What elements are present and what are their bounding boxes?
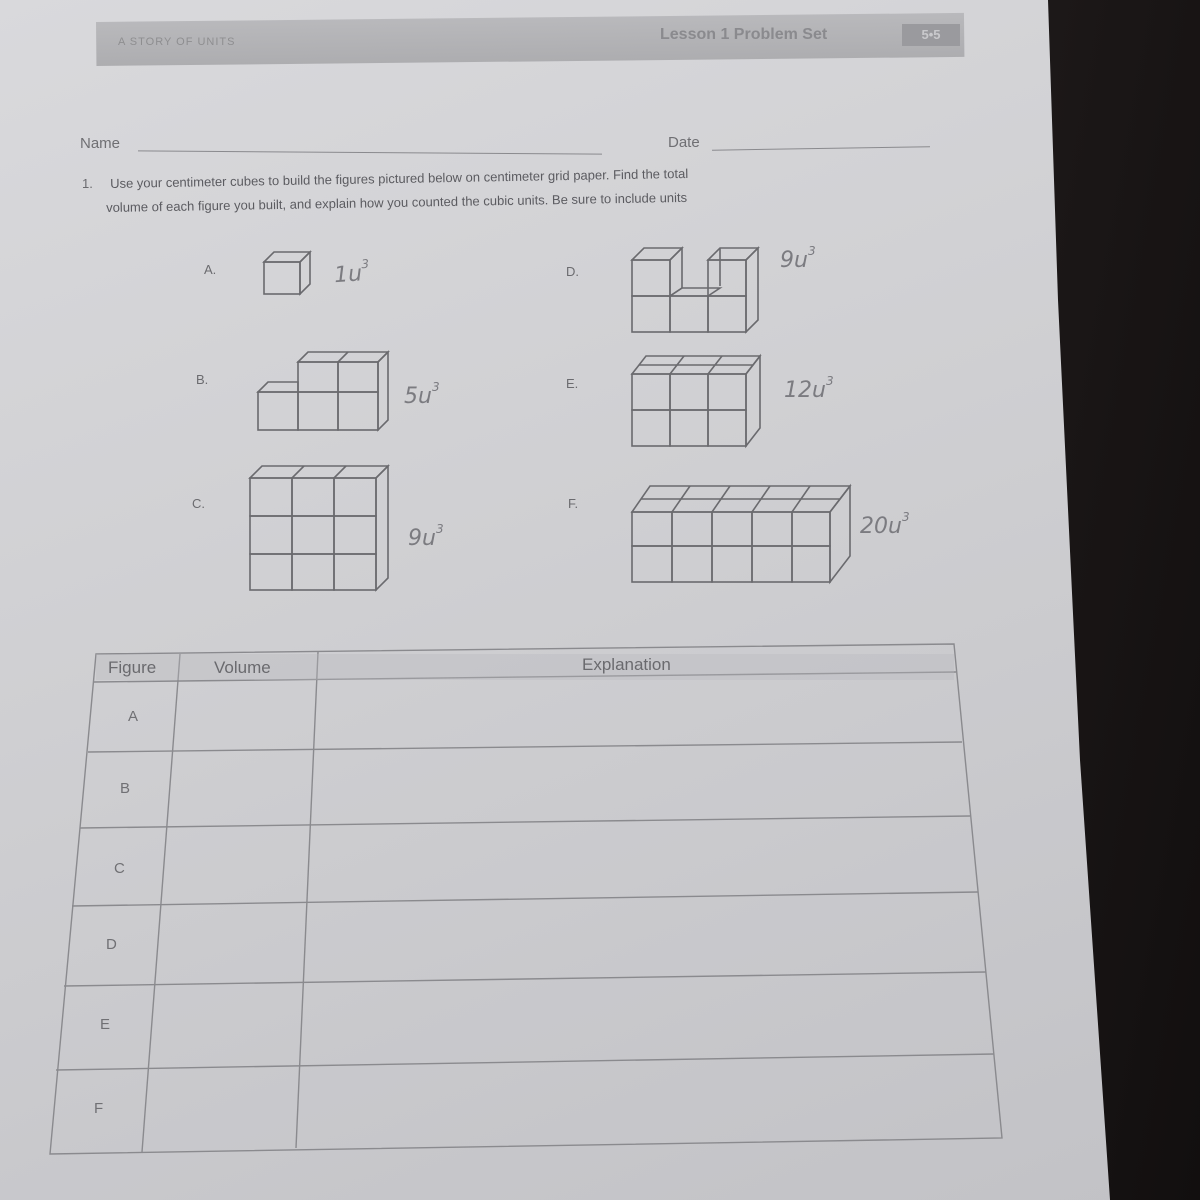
figure-e-answer: $12u^3$ [784, 374, 834, 403]
figure-c-letter: C. [192, 496, 205, 511]
question-number: 1. [82, 176, 93, 191]
table-row-e-figure: E [100, 1016, 111, 1033]
row-line-ab [88, 742, 962, 752]
figure-f-answer: $20u^3$ [860, 510, 910, 539]
table-row-c-figure: C [114, 860, 125, 877]
figure-a-answer: $1u^3$ [333, 256, 370, 289]
module-badge: 5•5 [902, 24, 960, 46]
figure-f-letter: F. [568, 496, 579, 511]
figure-e-letter: E. [566, 376, 579, 391]
table-header-figure: Figure [108, 658, 157, 677]
table-header-explanation: Explanation [582, 655, 671, 674]
col-line-1 [142, 654, 180, 1152]
table-row-a-figure: A [128, 708, 139, 725]
date-label: Date [668, 134, 700, 151]
table-row-f-figure: F [94, 1100, 104, 1117]
row-line-cd [72, 892, 978, 906]
figure-d-answer: $9u^3$ [780, 244, 816, 273]
row-line-ef [56, 1054, 994, 1070]
figure-d-letter: D. [566, 264, 579, 279]
lesson-title: Lesson 1 Problem Set [660, 26, 828, 43]
question-text-line2: volume of each figure you built, and explain how you counted the cubic units. Be sure to include units [106, 189, 688, 215]
table-row-b-figure: B [120, 780, 131, 797]
col-line-2 [296, 652, 318, 1148]
figure-a-letter: A. [204, 262, 217, 277]
row-line-de [64, 972, 986, 986]
question-text-line1: Use your centimeter cubes to build the figures pictured below on centimeter grid paper. Find the total [110, 165, 689, 191]
table-header-volume: Volume [214, 658, 271, 677]
row-line-bc [80, 816, 970, 828]
figure-b-answer: $5u^3$ [404, 380, 440, 409]
figure-c-answer: $9u^3$ [408, 522, 444, 551]
figure-b-letter: B. [196, 372, 209, 387]
table-row-d-figure: D [106, 936, 117, 953]
series-title: A STORY OF UNITS [118, 36, 236, 48]
name-label: Name [80, 135, 121, 152]
